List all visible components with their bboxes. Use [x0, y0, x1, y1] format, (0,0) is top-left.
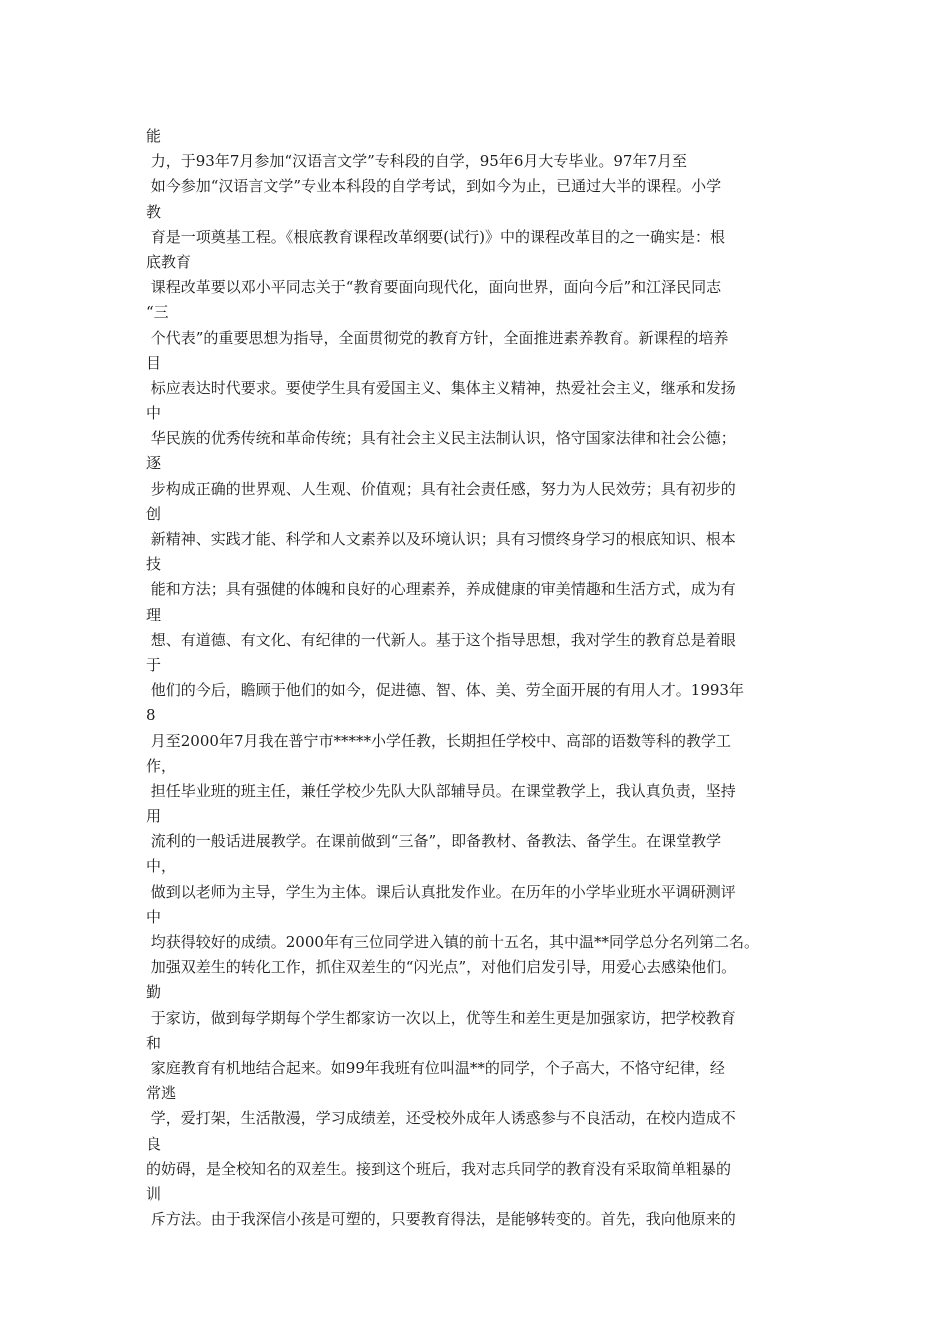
text-line: 技	[146, 555, 162, 574]
text-line: 步构成正确的世界观、人生观、价值观；具有社会责任感，努力为人民效劳；具有初步的	[146, 479, 736, 498]
text-line: 标应表达时代要求。要使学生具有爱国主义、集体主义精神，热爱社会主义，继承和发扬	[146, 378, 736, 397]
text-line: 8	[146, 706, 156, 725]
text-line: 学，爱打架，生活散漫，学习成绩差，还受校外成年人诱惑参与不良活动，在校内造成不	[146, 1109, 736, 1128]
text-line: 的妨碍，是全校知名的双差生。接到这个班后，我对志兵同学的教育没有采取简单粗暴的	[146, 1159, 732, 1178]
text-line: 能和方法；具有强健的体魄和良好的心理素养，养成健康的审美情趣和生活方式，成为有	[146, 580, 736, 599]
text-line: 如今参加“汉语言文学”专业本科段的自学考试，到如今为止，已通过大半的课程。小学	[146, 177, 722, 196]
text-line: 家庭教育有机地结合起来。如99年我班有位叫温**的同学，个子高大，不恪守纪律，经	[146, 1058, 725, 1077]
text-line: 教	[146, 202, 162, 221]
text-line: 中	[146, 907, 162, 926]
text-line: 月至2000年7月我在普宁市*****小学任教，长期担任学校中、高部的语数等科的教学工	[146, 731, 731, 750]
text-line: 个代表”的重要思想为指导，全面贯彻党的教育方针，全面推进素养教育。新课程的培养	[146, 328, 729, 347]
text-line: 创	[146, 504, 162, 523]
text-line: 做到以老师为主导，学生为主体。课后认真批发作业。在历年的小学毕业班水平调研测评	[146, 882, 736, 901]
text-line: 能	[146, 127, 162, 145]
text-line: 华民族的优秀传统和革命传统；具有社会主义民主法制认识，恪守国家法律和社会公德；	[146, 429, 736, 448]
text-line: 于	[146, 655, 162, 674]
body-text	[146, 124, 836, 1232]
text-line: 训	[146, 1184, 162, 1203]
text-line: 良	[146, 1134, 162, 1153]
text-line: 中，	[146, 857, 177, 876]
text-line: 均获得较好的成绩。2000年有三位同学进入镇的前十五名，其中温**同学总分名列第二名。	[146, 933, 759, 951]
text-line: 流利的一般话进展教学。在课前做到“三备”，即备教材、备教法、备学生。在课堂教学	[146, 832, 722, 851]
text-line: 加强双差生的转化工作，抓住双差生的“闪光点”，对他们启发引导，用爱心去感染他们。	[146, 958, 737, 977]
text-line: 中	[146, 404, 162, 423]
text-line: 新精神、实践才能、科学和人文素养以及环境认识；具有习惯终身学习的根底知识、根本	[146, 530, 736, 548]
text-line: 育是一项奠基工程。《根底教育课程改革纲要(试行)》中的课程改革目的之一确实是：根	[146, 227, 725, 246]
text-line: 逐	[146, 454, 162, 473]
text-line: 常逃	[146, 1084, 177, 1103]
text-line: 和	[146, 1033, 162, 1052]
text-line: 担任毕业班的班主任，兼任学校少先队大队部辅导员。在课堂教学上，我认真负责，坚持	[146, 781, 736, 800]
text-line: “三	[146, 303, 169, 322]
text-line: 用	[146, 807, 162, 826]
text-line: 于家访，做到每学期每个学生都家访一次以上，优等生和差生更是加强家访，把学校教育	[146, 1008, 736, 1027]
text-line: 他们的今后，瞻顾于他们的如今，促进德、智、体、美、劳全面开展的有用人才。1993年	[146, 681, 744, 700]
text-line: 作，	[146, 756, 177, 775]
text-line: 底教育	[146, 252, 192, 271]
text-line: 斥方法。由于我深信小孩是可塑的，只要教育得法，是能够转变的。首先，我向他原来的	[146, 1210, 736, 1229]
text-line: 课程改革要以邓小平同志关于“教育要面向现代化，面向世界，面向今后”和江泽民同志	[146, 278, 722, 297]
text-line: 目	[146, 353, 162, 372]
text-line: 理	[146, 605, 162, 624]
text-line: 力，于93年7月参加“汉语言文学”专科段的自学，95年6月大专毕业。97年7月至	[146, 152, 687, 171]
text-line: 勤	[146, 983, 162, 1002]
text-line: 想、有道德、有文化、有纪律的一代新人。基于这个指导思想，我对学生的教育总是着眼	[146, 630, 736, 649]
